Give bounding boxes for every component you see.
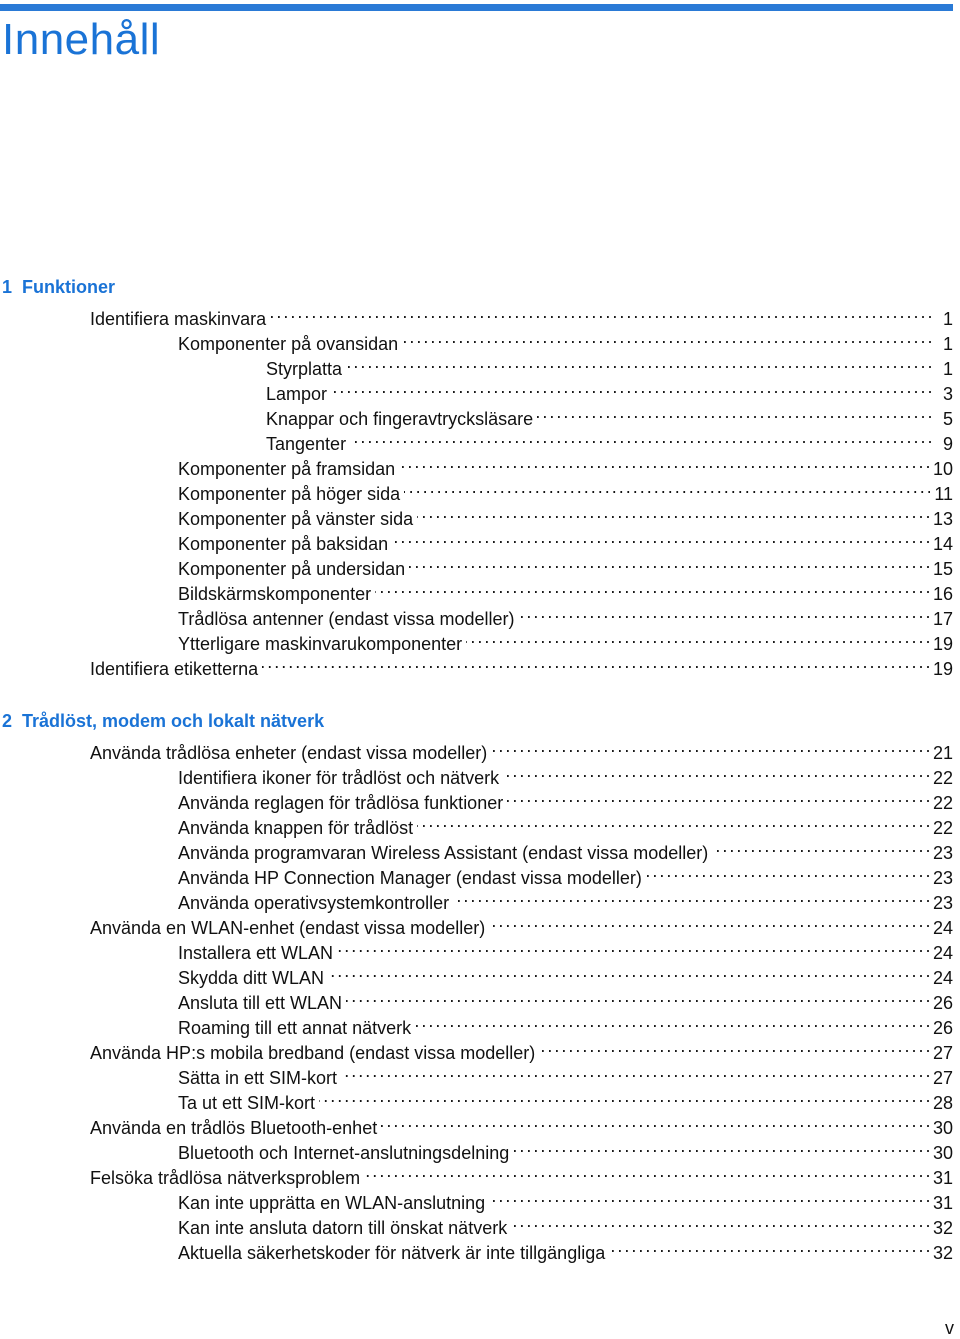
toc-entry-page: 30 — [932, 1118, 953, 1138]
toc-entry-page: 28 — [932, 1093, 953, 1113]
dot-leader — [262, 650, 929, 675]
toc-entry-label: Kan inte upprätta en WLAN-anslutning — [178, 1193, 486, 1213]
toc-entry-label: Sätta in ett SIM-kort — [178, 1068, 338, 1088]
toc-entry-page: 31 — [932, 1193, 953, 1213]
dot-leader — [404, 475, 930, 500]
toc-entry-page: 27 — [932, 1043, 953, 1063]
toc-entry-page: 17 — [932, 609, 953, 629]
toc-entry-label: Använda reglagen för trådlösa funktioner — [178, 793, 504, 813]
toc-entry-label: Använda en trådlös Bluetooth-enhet — [90, 1118, 378, 1138]
toc-entry-page: 24 — [932, 968, 953, 988]
toc-entry-page: 5 — [942, 409, 953, 429]
dot-leader — [513, 1134, 929, 1159]
dot-leader — [399, 450, 929, 475]
dot-leader — [270, 300, 931, 325]
toc-entry-page: 26 — [932, 993, 953, 1013]
dot-leader — [381, 1109, 929, 1134]
toc-entry-label: Identifiera maskinvara — [90, 309, 267, 329]
toc-entry-page: 19 — [932, 659, 953, 679]
toc-entry-label: Ytterligare maskinvarukomponenter — [178, 634, 463, 654]
chapter-title: Trådlöst, modem och lokalt nätverk — [22, 711, 325, 731]
toc-entry[interactable] — [0, 625, 953, 654]
toc-entry-label: Felsöka trådlösa nätverksproblem — [90, 1168, 361, 1188]
toc-entry-label: Installera ett WLAN — [178, 943, 334, 963]
toc-entry[interactable] — [0, 909, 953, 938]
dot-leader — [489, 1184, 929, 1209]
toc-entry[interactable] — [0, 600, 953, 629]
toc-entry[interactable] — [0, 475, 953, 504]
toc-entry[interactable] — [0, 425, 953, 454]
toc-entry-label: Komponenter på vänster sida — [178, 509, 414, 529]
toc-entry-page: 24 — [932, 943, 953, 963]
toc-entry-label: Använda knappen för trådlöst — [178, 818, 414, 838]
toc-entry-page: 24 — [932, 918, 953, 938]
table-of-contents — [0, 275, 960, 1263]
dot-leader — [539, 1034, 929, 1059]
dot-leader — [392, 525, 929, 550]
dot-leader — [466, 625, 929, 650]
dot-leader — [415, 1009, 929, 1034]
dot-leader — [409, 550, 929, 575]
toc-entry-page: 32 — [932, 1218, 953, 1238]
header-rule — [0, 4, 953, 11]
toc-entry[interactable] — [0, 809, 953, 838]
toc-entry-page: 13 — [932, 509, 953, 529]
toc-entry-label: Ansluta till ett WLAN — [178, 993, 343, 1013]
toc-entry[interactable] — [0, 959, 953, 988]
dot-leader — [507, 784, 929, 809]
dot-leader — [453, 884, 929, 909]
toc-entry-label: Lampor — [266, 384, 328, 404]
toc-entry-page: 19 — [932, 634, 953, 654]
chapter-heading[interactable] — [0, 709, 960, 734]
toc-entry-page: 23 — [932, 843, 953, 863]
dot-leader — [337, 934, 929, 959]
dot-leader — [350, 425, 931, 450]
toc-entry-page: 11 — [934, 484, 953, 504]
page-title: Innehåll — [2, 15, 161, 64]
toc-entry[interactable] — [0, 984, 953, 1013]
dot-leader — [609, 1234, 929, 1259]
toc-entry-page: 16 — [932, 584, 953, 604]
toc-entry-label: Använda programvaran Wireless Assistant (endast vissa modeller) — [178, 843, 709, 863]
toc-entry[interactable] — [0, 375, 953, 404]
dot-leader — [519, 600, 929, 625]
chapter-title: Funktioner — [22, 277, 115, 297]
toc-entry-label: Komponenter på ovansidan — [178, 334, 399, 354]
chapter-number: 1 — [2, 277, 13, 297]
dot-leader — [346, 984, 929, 1009]
dot-leader — [341, 1059, 929, 1084]
toc-entry[interactable] — [0, 1009, 953, 1038]
toc-entry-page: 21 — [932, 743, 953, 763]
toc-entry[interactable] — [0, 575, 953, 604]
toc-entry[interactable] — [0, 500, 953, 529]
dot-leader — [328, 959, 929, 984]
toc-entry-label: Knappar och fingeravtrycksläsare — [266, 409, 534, 429]
toc-entry-label: Komponenter på baksidan — [178, 534, 389, 554]
toc-entry-page: 32 — [932, 1243, 953, 1263]
toc-entry[interactable] — [0, 1034, 953, 1063]
dot-leader — [489, 909, 929, 934]
dot-leader — [417, 500, 929, 525]
toc-entry-label: Trådlösa antenner (endast vissa modeller) — [178, 609, 515, 629]
toc-entry-page: 23 — [932, 893, 953, 913]
toc-entry[interactable] — [0, 1159, 953, 1188]
dot-leader — [364, 1159, 929, 1184]
toc-entry-label: Använda HP Connection Manager (endast vissa modeller) — [178, 868, 642, 888]
toc-entry-label: Bildskärmskomponenter — [178, 584, 372, 604]
toc-entry-label: Styrplatta — [266, 359, 343, 379]
toc-entry-page: 22 — [932, 768, 953, 788]
dot-leader — [491, 734, 929, 759]
toc-entry-page: 3 — [942, 384, 953, 404]
toc-entry-page: 23 — [932, 868, 953, 888]
dot-leader — [646, 859, 929, 884]
toc-entry-label: Använda operativsystemkontroller — [178, 893, 450, 913]
toc-entry-label: Använda en WLAN-enhet (endast vissa modeller) — [90, 918, 486, 938]
toc-entry[interactable] — [0, 650, 953, 679]
toc-entry[interactable] — [0, 1084, 953, 1113]
chapter-heading[interactable] — [0, 275, 960, 300]
toc-entry-page: 22 — [932, 818, 953, 838]
toc-entry-page: 1 — [942, 309, 953, 329]
toc-entry-page: 31 — [932, 1168, 953, 1188]
toc-entry-page: 22 — [932, 793, 953, 813]
toc-entry[interactable] — [0, 1109, 953, 1138]
toc-entry-label: Komponenter på undersidan — [178, 559, 406, 579]
toc-entry-label: Bluetooth och Internet-anslutningsdelning — [178, 1143, 510, 1163]
toc-entry-page: 27 — [932, 1068, 953, 1088]
toc-entry-page: 10 — [932, 459, 953, 479]
toc-entry[interactable] — [0, 450, 953, 479]
toc-entry-label: Skydda ditt WLAN — [178, 968, 325, 988]
toc-entry-label: Använda trådlösa enheter (endast vissa modeller) — [90, 743, 488, 763]
toc-entry-label: Ta ut ett SIM-kort — [178, 1093, 316, 1113]
toc-entry-label: Aktuella säkerhetskoder för nätverk är inte tillgängliga — [178, 1243, 606, 1263]
toc-entry-page: 26 — [932, 1018, 953, 1038]
toc-entry-label: Tangenter — [266, 434, 347, 454]
toc-entry[interactable] — [0, 550, 953, 579]
toc-entry[interactable] — [0, 300, 953, 329]
toc-entry[interactable] — [0, 525, 953, 554]
dot-leader — [511, 1209, 929, 1234]
dot-leader — [503, 759, 929, 784]
toc-entry-label: Kan inte ansluta datorn till önskat nätverk — [178, 1218, 508, 1238]
dot-leader — [712, 834, 929, 859]
toc-entry-page: 14 — [932, 534, 953, 554]
dot-leader — [319, 1084, 929, 1109]
toc-entry-page: 9 — [942, 434, 953, 454]
toc-entry-page: 15 — [932, 559, 953, 579]
dot-leader — [331, 375, 931, 400]
toc-entry-page: 1 — [942, 359, 953, 379]
toc-entry-label: Komponenter på framsidan — [178, 459, 396, 479]
toc-entry-label: Använda HP:s mobila bredband (endast vissa modeller) — [90, 1043, 536, 1063]
toc-entry[interactable] — [0, 400, 953, 429]
toc-entry-label: Komponenter på höger sida — [178, 484, 401, 504]
toc-entry-page: 1 — [942, 334, 953, 354]
toc-entry-label: Identifiera etiketterna — [90, 659, 259, 679]
page-number: v — [945, 1318, 954, 1338]
toc-entry-label: Roaming till ett annat nätverk — [178, 1018, 412, 1038]
chapter-number: 2 — [2, 711, 13, 731]
toc-entry[interactable] — [0, 834, 953, 863]
dot-leader — [375, 575, 929, 600]
dot-leader — [402, 325, 931, 350]
toc-entry[interactable] — [0, 884, 953, 913]
dot-leader — [346, 350, 931, 375]
toc-entry-page: 30 — [932, 1143, 953, 1163]
dot-leader — [537, 400, 931, 425]
toc-entry-label: Identifiera ikoner för trådlöst och nätverk — [178, 768, 500, 788]
toc-entry[interactable] — [0, 350, 953, 379]
dot-leader — [417, 809, 929, 834]
toc-entry[interactable] — [0, 734, 953, 763]
